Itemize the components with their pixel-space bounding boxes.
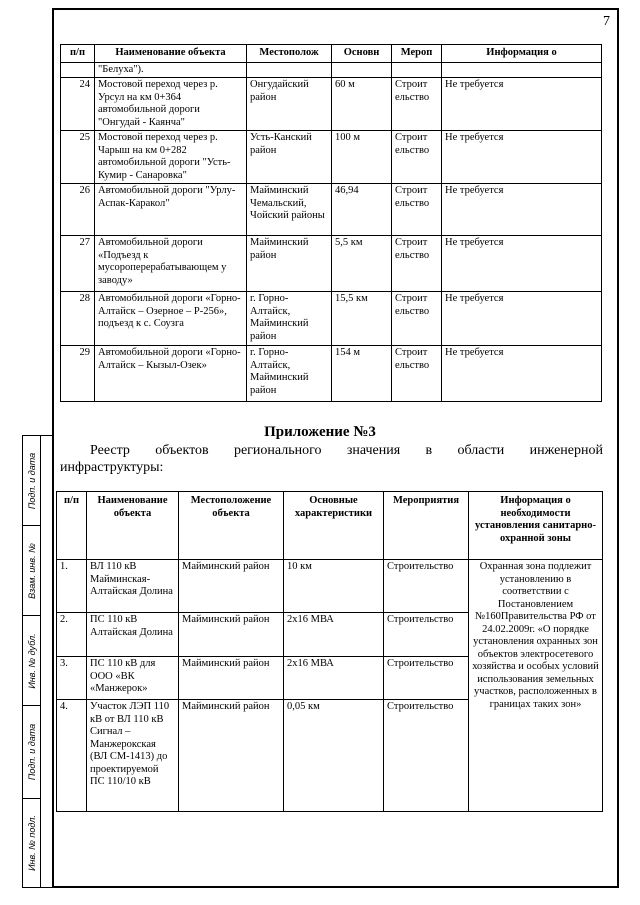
table-row [61, 62, 602, 78]
cell-length: 154 м [332, 346, 392, 402]
side-stamp-labels [22, 435, 40, 888]
col-header: п/п [61, 45, 95, 63]
objects-table-continued [60, 44, 602, 402]
cell-name: ВЛ 110 кВ Майминская-Алтайская Долина [87, 560, 179, 613]
page-number: 7 [603, 14, 610, 29]
cell-characteristics: 0,05 км [284, 700, 384, 812]
table-header-row [57, 492, 603, 560]
side-stamp-cell [23, 799, 41, 887]
table-header-row [61, 45, 602, 63]
col-header: Информация о [442, 45, 602, 63]
cell-length: 5,5 км [332, 236, 392, 292]
side-stamp-label: Инв. № подл. [27, 815, 37, 871]
side-stamp-cell [23, 526, 41, 616]
col-header: Местополож [247, 45, 332, 63]
cell-number: 24 [61, 78, 95, 131]
cell-name: Автомобильной дороги «Горно-Алтайск – Озерное – Р-256», подъезд к с. Соузга [95, 292, 247, 346]
col-header: Наименование объекта [95, 45, 247, 63]
col-header: Мероприятия [384, 492, 469, 560]
cell-activity: Строит ельство [392, 131, 442, 184]
cell-location: г. Горно-Алтайск, Майминский район [247, 292, 332, 346]
cell-name: ПС 110 кВ для ООО «ВК «Манжерок» [87, 657, 179, 700]
cell-location: г. Горно-Алтайск, Майминский район [247, 346, 332, 402]
cell-activity: Строит ельство [392, 292, 442, 346]
cell-number: 4. [57, 700, 87, 812]
side-stamp-label: Инв. № дубл. [27, 632, 37, 689]
cell-activity: Строительство [384, 657, 469, 700]
cell-location: Майминский район [179, 560, 284, 613]
cell-characteristics: 2х16 МВА [284, 613, 384, 657]
cell-location: Онгудайский район [247, 78, 332, 131]
cell-activity: Строит ельство [392, 78, 442, 131]
cell-location: Майминский Чемальский, Чойский районы [247, 184, 332, 236]
col-header: п/п [57, 492, 87, 560]
table-row [57, 560, 603, 613]
side-stamp-label: Подп. и дата [27, 723, 37, 781]
appendix-text-line2: инфраструктуры: [60, 460, 164, 475]
cell-length: 15,5 км [332, 292, 392, 346]
cell-name: Мостовой переход через р. Чарыш на км 0+282 автомобильной дороги "Усть-Кумир - Санаровка" [95, 131, 247, 184]
table-row [61, 292, 602, 346]
side-stamp-label: Взам. инв. № [27, 542, 37, 599]
side-stamp-cell [23, 616, 41, 706]
table-row [61, 78, 602, 131]
col-header: Основн [332, 45, 392, 63]
cell-info: Не требуется [442, 131, 602, 184]
side-stamp-cell [23, 436, 41, 526]
cell-number: 28 [61, 292, 95, 346]
cell-characteristics: 10 км [284, 560, 384, 613]
cell-activity: Строительство [384, 700, 469, 812]
cell-number: 3. [57, 657, 87, 700]
table-row [61, 346, 602, 402]
cell-length: 46,94 [332, 184, 392, 236]
cell-location: Майминский район [247, 236, 332, 292]
col-header: Мероп [392, 45, 442, 63]
col-header: Наименование объекта [87, 492, 179, 560]
cell-length: 100 м [332, 131, 392, 184]
infrastructure-registry-table [56, 491, 603, 812]
cell-zone-info: Охранная зона подлежит установлению в соответствии с Постановлением №160Правительства РФ от 24.02.2009г. «О порядке установления охранных зон объектов электросетевого хозяйства и особых условий использования земельных участков, расположенных в границах таких зон» [469, 560, 603, 812]
cell-length: 60 м [332, 78, 392, 131]
cell-name: Мостовой переход через р. Урсул на км 0+364 автомобильной дороги "Онгудай - Каянча" [95, 78, 247, 131]
table-row [61, 236, 602, 292]
appendix-text-line1: Реестр объектов регионального значения в области инженерной [90, 443, 603, 458]
cell-name: Автомобильной дороги «Горно-Алтайск – Кызыл-Озек» [95, 346, 247, 402]
cell-location: Майминский район [179, 657, 284, 700]
cell-number: 25 [61, 131, 95, 184]
cell-characteristics: 2х16 МВА [284, 657, 384, 700]
col-header: Основные характеристики [284, 492, 384, 560]
cell-location: Майминский район [179, 700, 284, 812]
cell-name: Автомобильной дороги «Подъезд к мусороперерабатывающем у заводу» [95, 236, 247, 292]
cell-name: Участок ЛЭП 110 кВ от ВЛ 110 кВ Сигнал – Манжерокская (ВЛ СМ-1413) до проектируемой ПС 110/10 кВ [87, 700, 179, 812]
cell-activity: Строит ельство [392, 236, 442, 292]
cell-info: Не требуется [442, 292, 602, 346]
appendix-title: Приложение №3 [264, 424, 376, 440]
cell-number: 1. [57, 560, 87, 613]
col-header: Местоположение объекта [179, 492, 284, 560]
side-stamp-values [40, 435, 52, 888]
cell-info: Не требуется [442, 78, 602, 131]
cell-location: Майминский район [179, 613, 284, 657]
cell-info: Не требуется [442, 236, 602, 292]
cell-activity: Строительство [384, 613, 469, 657]
cell-number: 26 [61, 184, 95, 236]
cell-number: 27 [61, 236, 95, 292]
side-stamp [22, 435, 52, 888]
col-header: Информация о необходимости установления санитарно-охранной зоны [469, 492, 603, 560]
cell-name: ПС 110 кВ Алтайская Долина [87, 613, 179, 657]
cell-number: 2. [57, 613, 87, 657]
cell-info: Не требуется [442, 184, 602, 236]
cell-info: Не требуется [442, 346, 602, 402]
side-stamp-label: Подп. и дата [27, 452, 37, 509]
table-row [61, 131, 602, 184]
cell-number: 29 [61, 346, 95, 402]
cell-continuation: "Белуха"). [95, 62, 247, 78]
side-stamp-cell [23, 706, 41, 799]
cell-activity: Строит ельство [392, 184, 442, 236]
cell-name: Автомобильной дороги "Урлу- Аспак-Каракол" [95, 184, 247, 236]
cell-activity: Строительство [384, 560, 469, 613]
cell-activity: Строит ельство [392, 346, 442, 402]
cell-location: Усть-Канский район [247, 131, 332, 184]
table-row [61, 184, 602, 236]
